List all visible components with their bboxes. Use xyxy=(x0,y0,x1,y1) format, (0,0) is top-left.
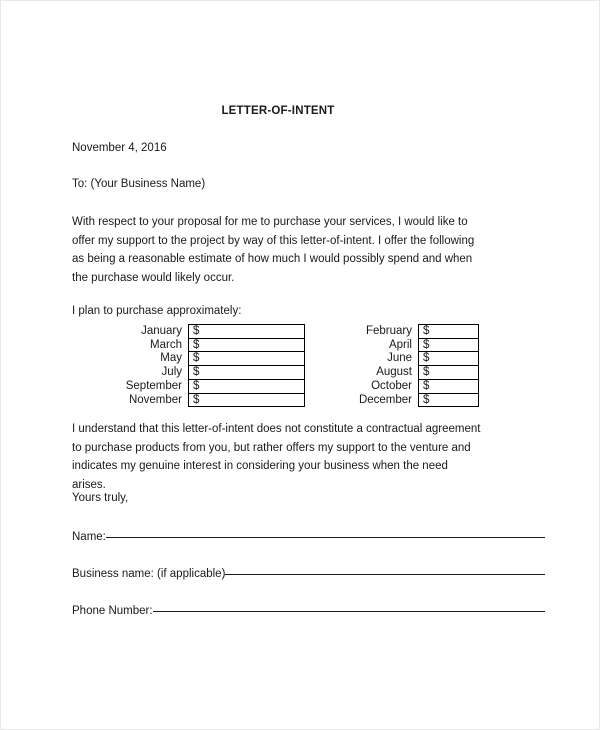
table-row xyxy=(110,325,305,339)
amount-input-september[interactable]: $ xyxy=(189,379,305,393)
schedule-table-even-months xyxy=(344,324,479,407)
month-label: August xyxy=(376,366,412,379)
table-row xyxy=(344,325,479,339)
signature-field-phone-number[interactable] xyxy=(72,605,545,617)
business-name-field-rule[interactable] xyxy=(225,573,545,575)
schedule-table-odd-months xyxy=(110,324,305,407)
amount-input-october[interactable]: $ xyxy=(419,379,479,393)
amount-input-february[interactable]: $ xyxy=(419,325,479,339)
month-label: October xyxy=(371,379,412,392)
amount-input-march[interactable]: $ xyxy=(189,338,305,352)
phone-number-field-label: Phone Number: xyxy=(72,605,153,617)
month-label: February xyxy=(365,325,412,337)
amount-input-april[interactable]: $ xyxy=(419,338,479,352)
amount-input-november[interactable]: $ xyxy=(189,393,305,407)
table-row xyxy=(110,352,305,366)
signature-field-business-name[interactable] xyxy=(72,568,545,580)
table-row xyxy=(344,379,479,393)
table-row xyxy=(110,393,305,407)
table-row xyxy=(110,338,305,352)
signature-field-name[interactable] xyxy=(72,531,545,543)
month-label: September xyxy=(125,379,182,392)
table-row xyxy=(344,393,479,407)
phone-number-field-rule[interactable] xyxy=(153,610,545,612)
month-label: March xyxy=(150,338,182,351)
month-label: June xyxy=(387,352,412,365)
purchase-plan-label: I plan to purchase approximately: xyxy=(72,305,242,317)
month-label: July xyxy=(161,366,182,379)
amount-input-june[interactable]: $ xyxy=(419,352,479,366)
intent-paragraph: With respect to your proposal for me to purchase your services, I would like to offer my support to the project by way of this letter-of-intent. I offer the following as being a reasonable estimate of how much I would possibly spend and when the purchase would likely occur. xyxy=(72,216,475,284)
amount-input-july[interactable]: $ xyxy=(189,366,305,380)
table-row xyxy=(344,338,479,352)
table-row xyxy=(344,352,479,366)
amount-input-january[interactable]: $ xyxy=(189,325,305,339)
table-row xyxy=(110,366,305,380)
understanding-paragraph: I understand that this letter-of-intent does not constitute a contractual agreement to purchase products from you, but rather offers my support to the venture and indicates my genuine interest in considering your business when the need arises. xyxy=(72,423,481,491)
business-name-field-label: Business name: (if applicable) xyxy=(72,568,226,580)
name-field-rule[interactable] xyxy=(106,536,545,538)
amount-input-august[interactable]: $ xyxy=(419,366,479,380)
month-label: January xyxy=(141,325,182,337)
month-label: December xyxy=(358,393,412,406)
month-label: November xyxy=(128,393,182,406)
recipient-line: To: (Your Business Name) xyxy=(72,178,206,190)
table-row xyxy=(110,379,305,393)
amount-input-may[interactable]: $ xyxy=(189,352,305,366)
name-field-label: Name: xyxy=(72,531,106,543)
month-label: April xyxy=(388,338,412,351)
letter-date: November 4, 2016 xyxy=(72,142,167,154)
amount-input-december[interactable]: $ xyxy=(419,393,479,407)
page-title: LETTER-OF-INTENT xyxy=(221,105,335,117)
table-row xyxy=(344,366,479,380)
month-label: May xyxy=(160,352,182,365)
closing-salutation: Yours truly, xyxy=(72,492,129,504)
